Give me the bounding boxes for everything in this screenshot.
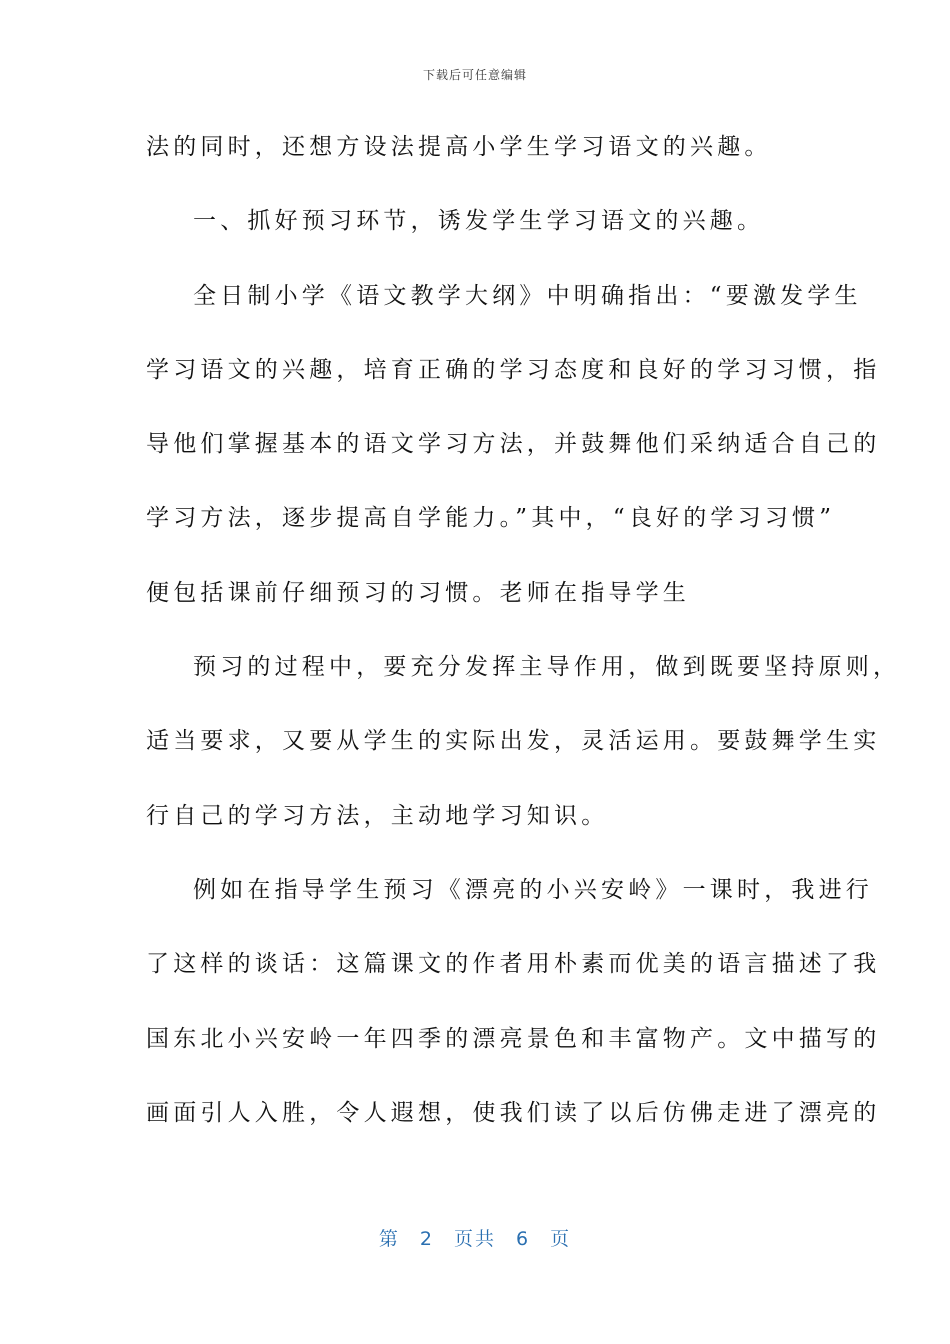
text-line: 便包括课前仔细预习的习惯。老师在指导学生 bbox=[146, 579, 690, 606]
text-line: 全日制小学《语文教学大纲》中明确指出：“要激发学生 bbox=[193, 282, 862, 309]
text-line: 了这样的谈话：这篇课文的作者用朴素而优美的语言描述了我 bbox=[146, 951, 881, 978]
total-page-number: 6 bbox=[516, 1228, 531, 1250]
text-line: 预习的过程中，要充分发挥主导作用，做到既要坚持原则， bbox=[193, 654, 901, 681]
section-heading: 一、抓好预习环节，诱发学生学习语文的兴趣。 bbox=[193, 208, 765, 235]
footer-middle: 页共 bbox=[453, 1228, 496, 1250]
page-footer bbox=[0, 1224, 950, 1251]
footer-suffix: 页 bbox=[550, 1228, 572, 1250]
text-line: 行自己的学习方法，主动地学习知识。 bbox=[146, 802, 609, 829]
text-line: 学习方法，逐步提高自学能力。”其中，“良好的学习习惯” bbox=[146, 505, 836, 532]
text-line: 导他们掌握基本的语文学习方法，并鼓舞他们采纳适合自己的 bbox=[146, 431, 881, 458]
text-line: 适当要求，又要从学生的实际出发，灵活运用。要鼓舞学生实 bbox=[146, 728, 881, 755]
document-body bbox=[146, 118, 901, 1158]
footer-prefix: 第 bbox=[378, 1228, 400, 1250]
text-line: 法的同时，还想方设法提高小学生学习语文的兴趣。 bbox=[146, 134, 772, 160]
text-line: 画面引人入胜，令人遐想，使我们读了以后仿佛走进了漂亮的 bbox=[146, 1099, 881, 1126]
text-line: 例如在指导学生预习《漂亮的小兴安岭》一课时，我进行 bbox=[193, 876, 873, 903]
current-page-number: 2 bbox=[419, 1228, 434, 1250]
page-header: 下载后可任意编辑 bbox=[422, 68, 527, 82]
text-line: 学习语文的兴趣，培育正确的学习态度和良好的学习习惯，指 bbox=[146, 356, 881, 383]
text-line: 国东北小兴安岭一年四季的漂亮景色和丰富物产。文中描写的 bbox=[146, 1025, 881, 1052]
